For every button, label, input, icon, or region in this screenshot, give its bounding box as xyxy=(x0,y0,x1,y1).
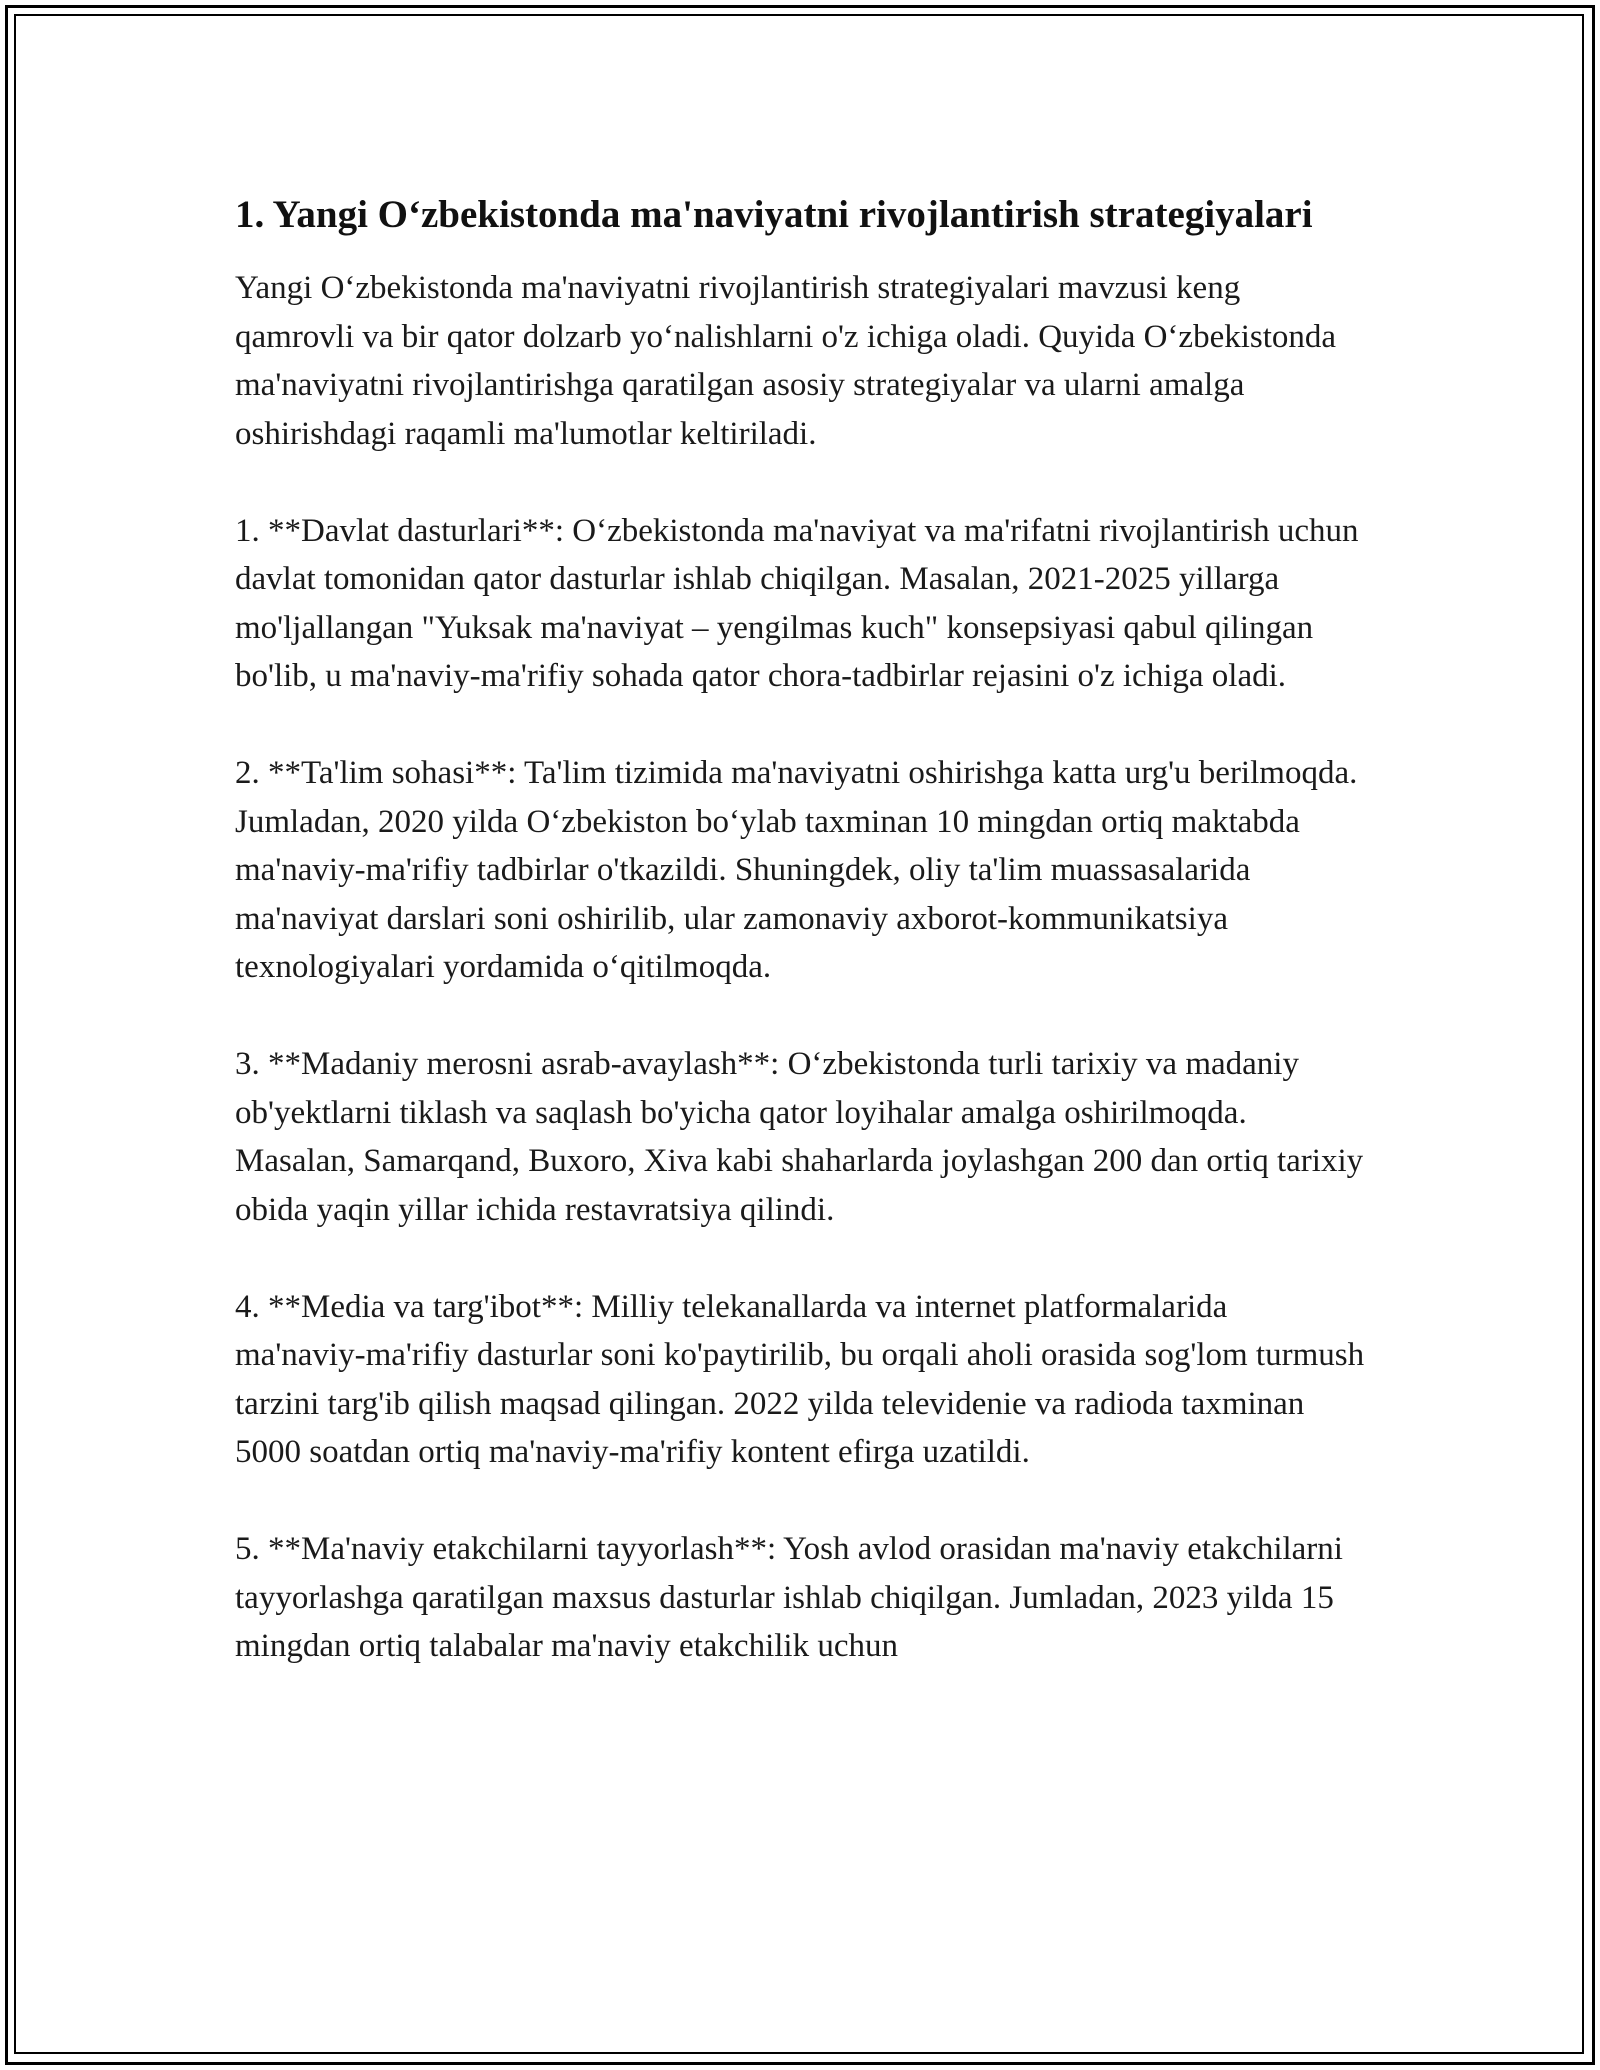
paragraph-media-targibot: 4. **Media va targ'ibot**: Milliy telekanallarda va internet platformalarida ma'naviy-ma'rifiy dasturlar soni ko'paytirilib, bu orqali aholi orasida sog'lom turmush tarzini targ'ib qilish maqsad qilingan. 2022 yilda televidenie va radioda taxminan 5000 soatdan ortiq ma'naviy-ma'rifiy kontent efirga uzatildi. xyxy=(235,1288,1365,1470)
paragraph-talim-sohasi: 2. **Ta'lim sohasi**: Ta'lim tizimida ma'naviyatni oshirishga katta urg'u berilmoqda. Jumladan, 2020 yilda O‘zbekiston bo‘ylab taxminan 10 mingdan ortiq maktabda ma'naviy-ma'rifiy tadbirlar o'tkazildi. Shuningdek, oliy ta'lim muassasalarida ma'naviyat darslari soni oshirilib, ular zamonaviy axborot-kommunikatsiya texnologiyalari yordamida o‘qitilmoqda. xyxy=(235,755,1358,985)
paragraph-madaniy-meros: 3. **Madaniy merosni asrab-avaylash**: O‘zbekistonda turli tarixiy va madaniy ob'yektlarni tiklash va saqlash bo'yicha qator loyihalar amalga oshirilmoqda. Masalan, Samarqand, Buxoro, Xiva kabi shaharlarda joylashgan 200 dan ortiq tarixiy obida yaqin yillar ichida restavratsiya qilindi. xyxy=(235,1046,1364,1228)
intro-paragraph: Yangi O‘zbekistonda ma'naviyatni rivojlantirish strategiyalari mavzusi keng qamrovli va bir qator dolzarb yo‘nalishlarni o'z ichiga oladi. Quyida O‘zbekistonda ma'naviyatni rivojlantirishga qaratilgan asosiy strategiyalar va ularni amalga oshirishdagi raqamli ma'lumotlar keltiriladi. xyxy=(235,270,1337,452)
section-heading: 1. Yangi O‘zbekistonda ma'naviyatni rivojlantirish strategiyalari xyxy=(235,193,1313,236)
document-body xyxy=(235,188,1365,1719)
paragraph-manaviy-etakchilar: 5. **Ma'naviy etakchilarni tayyorlash**: Yosh avlod orasidan ma'naviy etakchilarni tayyorlashga qaratilgan maxsus dasturlar ishlab chiqilgan. Jumladan, 2023 yilda 15 mingdan ortiq talabalar ma'naviy etakchilik uchun xyxy=(235,1531,1343,1664)
paragraph-davlat-dasturlari: 1. **Davlat dasturlari**: O‘zbekistonda ma'naviyat va ma'rifatni rivojlantirish uchun davlat tomonidan qator dasturlar ishlab chiqilgan. Masalan, 2021-2025 yillarga mo'ljallangan "Yuksak ma'naviyat – yengilmas kuch" konsepsiyasi qabul qilingan bo'lib, u ma'naviy-ma'rifiy sohada qator chora-tadbirlar rejasini o'z ichiga oladi. xyxy=(235,512,1359,694)
